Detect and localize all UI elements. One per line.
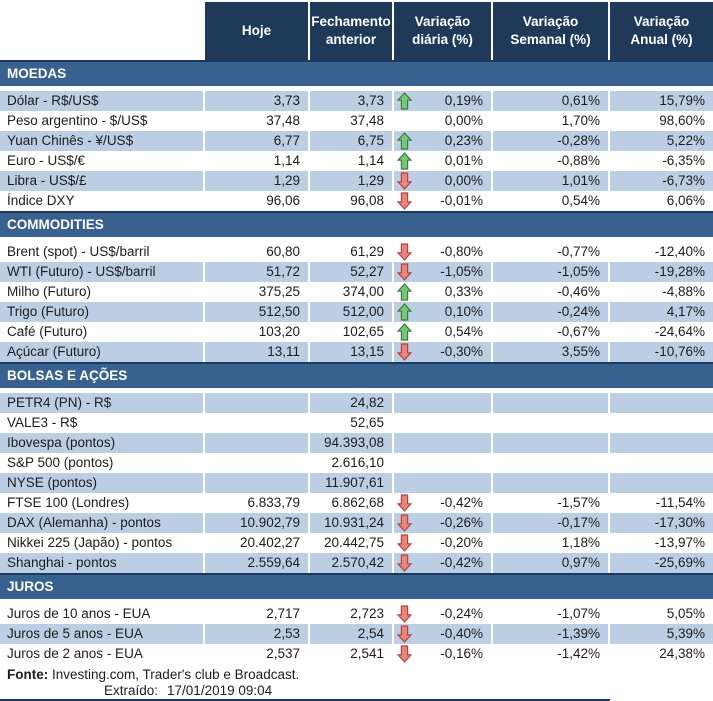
cell-variacao-anual <box>610 433 713 453</box>
table-row <box>0 322 713 342</box>
cell-fechamento: 2,723 <box>310 604 394 624</box>
cell-fechamento: 11.907,61 <box>310 473 394 493</box>
cell-variacao-semanal: -1,57% <box>493 493 610 513</box>
cell-fechamento: 10.931,24 <box>310 513 394 533</box>
cell-variacao-diaria: 0,19% <box>394 91 493 111</box>
cell-variacao-anual <box>610 473 713 493</box>
arrow-up-icon <box>397 92 412 110</box>
cell-fechamento: 37,48 <box>310 111 394 131</box>
table-row <box>0 624 713 644</box>
cell-variacao-anual: -11,54% <box>655 495 705 510</box>
cell-variacao-anual: -4,88% <box>662 284 705 299</box>
arrow-up-icon <box>397 283 412 301</box>
cell-label: Peso argentino - $/US$ <box>0 111 205 131</box>
cell-fechamento: 2,54 <box>310 624 394 644</box>
cell-variacao-anual <box>610 413 713 433</box>
cell-hoje <box>205 393 310 413</box>
cell-variacao-diaria: -0,20% <box>394 533 493 553</box>
arrow-down-icon <box>397 605 412 623</box>
cell-fechamento: 2,541 <box>310 644 394 664</box>
table-row <box>0 453 713 473</box>
cell-variacao-diaria <box>394 453 493 473</box>
cell-fechamento: 6.862,68 <box>310 493 394 513</box>
cell-label: VALE3 - R$ <box>0 413 205 433</box>
cell-variacao-anual: 24,38% <box>659 646 705 661</box>
arrow-down-icon <box>397 625 412 643</box>
cell-hoje: 37,48 <box>205 111 310 131</box>
arrow-down-icon <box>397 243 412 261</box>
table-row <box>0 393 713 413</box>
cell-fechamento: 52,27 <box>310 262 394 282</box>
cell-hoje: 2,717 <box>205 604 310 624</box>
cell-variacao-diaria: 0,10% <box>394 302 493 322</box>
cell-variacao-anual: 15,79% <box>610 91 713 111</box>
cell-variacao-anual: -19,28% <box>610 262 713 282</box>
cell-hoje: 96,06 <box>205 191 310 211</box>
cell-variacao-semanal <box>493 413 610 433</box>
cell-label: NYSE (pontos) <box>0 473 205 493</box>
cell-variacao-anual: -6,35% <box>662 153 705 168</box>
cell-variacao-diaria: -0,42% <box>394 493 493 513</box>
cell-variacao-diaria: -0,16% <box>394 644 493 664</box>
cell-label: Nikkei 225 (Japão) - pontos <box>0 533 205 553</box>
table-row <box>0 151 713 171</box>
table-row <box>0 604 713 624</box>
table-row <box>0 493 713 513</box>
cell-label: Libra - US$/£ <box>0 171 205 191</box>
cell-label: Juros de 10 anos - EUA <box>0 604 205 624</box>
cell-variacao-semanal: -0,17% <box>493 513 610 533</box>
cell-hoje: 375,25 <box>205 282 310 302</box>
col-header-hoje: Hoje <box>205 2 310 60</box>
footer-source-label: Fonte: <box>7 667 49 682</box>
cell-variacao-diaria: 0,54% <box>394 322 493 342</box>
arrow-down-icon <box>397 192 412 210</box>
cell-variacao-semanal <box>493 433 610 453</box>
cell-variacao-semanal: 1,70% <box>493 111 610 131</box>
section-title: COMMODITIES <box>7 217 104 232</box>
cell-variacao-semanal: -1,07% <box>493 604 610 624</box>
cell-variacao-diaria: -1,05% <box>394 262 493 282</box>
section-header <box>0 60 713 86</box>
cell-variacao-anual: 5,39% <box>610 624 713 644</box>
cell-variacao-anual <box>610 393 713 413</box>
cell-label: Milho (Futuro) <box>0 282 205 302</box>
cell-variacao-semanal: -0,28% <box>493 131 610 151</box>
footer-extracted-label: Extraído: <box>104 683 159 698</box>
section <box>0 211 713 237</box>
arrow-down-icon <box>397 343 412 361</box>
cell-variacao-semanal <box>493 453 610 473</box>
table-row <box>0 131 713 151</box>
header-spacer <box>0 2 205 60</box>
arrow-up-icon <box>397 323 412 341</box>
cell-variacao-anual: -24,64% <box>654 324 705 339</box>
col-header-variacao-semanal: Variação Semanal (%) <box>493 2 610 60</box>
section-title: JUROS <box>7 579 54 594</box>
table-row <box>0 262 713 282</box>
cell-fechamento: 96,08 <box>310 191 394 211</box>
cell-variacao-anual: -13,97% <box>654 535 705 550</box>
section-header <box>0 211 713 237</box>
cell-hoje <box>205 453 310 473</box>
footer-source-text: Investing.com, Trader's club e Broadcast. <box>52 667 300 682</box>
cell-fechamento: 374,00 <box>310 282 394 302</box>
cell-label: Açúcar (Futuro) <box>0 342 205 362</box>
cell-variacao-semanal <box>493 473 610 493</box>
cell-label: PETR4 (PN) - R$ <box>0 393 205 413</box>
cell-label: DAX (Alemanha) - pontos <box>0 513 205 533</box>
arrow-down-icon <box>397 554 412 572</box>
cell-label: Trigo (Futuro) <box>0 302 205 322</box>
arrow-down-icon <box>397 263 412 281</box>
table-row <box>0 282 713 302</box>
cell-hoje: 20.402,27 <box>205 533 310 553</box>
table-row <box>0 191 713 211</box>
cell-label: Juros de 2 anos - EUA <box>0 644 205 664</box>
cell-fechamento: 2.570,42 <box>310 553 394 573</box>
cell-hoje <box>205 433 310 453</box>
cell-variacao-semanal: -0,67% <box>493 322 610 342</box>
cell-variacao-anual: -25,69% <box>610 553 713 573</box>
cell-variacao-anual: 98,60% <box>659 113 705 128</box>
cell-variacao-anual: -6,73% <box>610 171 713 191</box>
section-title: MOEDAS <box>7 66 67 81</box>
cell-label: Ibovespa (pontos) <box>0 433 205 453</box>
arrow-down-icon <box>397 172 412 190</box>
cell-variacao-anual: 4,17% <box>610 302 713 322</box>
cell-fechamento: 3,73 <box>310 91 394 111</box>
cell-label: Juros de 5 anos - EUA <box>0 624 205 644</box>
cell-label: Brent (spot) - US$/barril <box>0 242 205 262</box>
cell-variacao-semanal: -1,05% <box>493 262 610 282</box>
cell-variacao-diaria: 0,01% <box>394 151 493 171</box>
cell-variacao-anual: -10,76% <box>610 342 713 362</box>
table-body <box>0 60 713 664</box>
cell-fechamento: 6,75 <box>310 131 394 151</box>
cell-variacao-semanal: -0,46% <box>493 282 610 302</box>
footer-source <box>0 667 713 683</box>
cell-hoje: 103,20 <box>205 322 310 342</box>
table-row <box>0 242 713 262</box>
arrow-down-icon <box>397 534 412 552</box>
cell-variacao-semanal: 0,61% <box>493 91 610 111</box>
cell-hoje: 2.559,64 <box>205 553 310 573</box>
table-row <box>0 302 713 322</box>
cell-variacao-anual <box>610 453 713 473</box>
cell-variacao-semanal: -0,77% <box>493 242 610 262</box>
cell-variacao-semanal: -0,24% <box>493 302 610 322</box>
table-footer <box>0 667 713 699</box>
cell-variacao-anual: -17,30% <box>610 513 713 533</box>
cell-label: S&P 500 (pontos) <box>0 453 205 473</box>
table-row <box>0 111 713 131</box>
cell-label: WTI (Futuro) - US$/barril <box>0 262 205 282</box>
cell-hoje: 3,73 <box>205 91 310 111</box>
section <box>0 60 713 86</box>
cell-variacao-semanal: 1,01% <box>493 171 610 191</box>
cell-label: Euro - US$/€ <box>0 151 205 171</box>
arrow-down-icon <box>397 645 412 663</box>
cell-variacao-diaria: 0,33% <box>394 282 493 302</box>
col-header-fechamento: Fechamento anterior <box>310 2 394 60</box>
cell-label: Dólar - R$/US$ <box>0 91 205 111</box>
cell-fechamento: 61,29 <box>310 242 394 262</box>
section-header <box>0 362 713 388</box>
section-header <box>0 573 713 599</box>
cell-fechamento: 1,29 <box>310 171 394 191</box>
cell-variacao-diaria <box>394 473 493 493</box>
cell-variacao-diaria: 0,23% <box>394 131 493 151</box>
arrow-down-icon <box>397 514 412 532</box>
cell-variacao-semanal: 1,18% <box>493 533 610 553</box>
cell-hoje: 1,14 <box>205 151 310 171</box>
cell-label: Café (Futuro) <box>0 322 205 342</box>
cell-fechamento: 512,00 <box>310 302 394 322</box>
cell-variacao-semanal <box>493 393 610 413</box>
cell-fechamento: 24,82 <box>310 393 394 413</box>
cell-variacao-semanal: -1,39% <box>493 624 610 644</box>
cell-variacao-semanal: 0,54% <box>493 191 610 211</box>
cell-variacao-anual: 5,05% <box>666 606 705 621</box>
section <box>0 573 713 599</box>
cell-variacao-diaria: -0,24% <box>394 604 493 624</box>
table-row <box>0 644 713 664</box>
table-row <box>0 553 713 573</box>
cell-variacao-anual: 6,06% <box>666 193 705 208</box>
table-header <box>0 2 713 60</box>
table-row <box>0 513 713 533</box>
cell-variacao-semanal: 3,55% <box>493 342 610 362</box>
cell-variacao-semanal: 0,97% <box>493 553 610 573</box>
cell-variacao-diaria: -0,80% <box>394 242 493 262</box>
cell-label: Shanghai - pontos <box>0 553 205 573</box>
cell-variacao-diaria <box>394 393 493 413</box>
cell-hoje: 13,11 <box>205 342 310 362</box>
cell-hoje: 6,77 <box>205 131 310 151</box>
cell-variacao-diaria <box>394 433 493 453</box>
cell-label: Yuan Chinês - ¥/US$ <box>0 131 205 151</box>
col-header-variacao-anual: Variação Anual (%) <box>610 2 713 60</box>
cell-fechamento: 2.616,10 <box>310 453 394 473</box>
cell-hoje: 60,80 <box>205 242 310 262</box>
cell-variacao-diaria: -0,30% <box>394 342 493 362</box>
cell-hoje: 2,537 <box>205 644 310 664</box>
cell-fechamento: 102,65 <box>310 322 394 342</box>
section <box>0 362 713 388</box>
cell-variacao-diaria <box>394 413 493 433</box>
cell-variacao-diaria: -0,01% <box>394 191 493 211</box>
cell-fechamento: 1,14 <box>310 151 394 171</box>
cell-variacao-diaria: -0,40% <box>394 624 493 644</box>
cell-variacao-diaria: 0,00% <box>394 171 493 191</box>
section-title: BOLSAS E AÇÕES <box>7 368 128 383</box>
cell-fechamento: 52,65 <box>310 413 394 433</box>
table-row <box>0 342 713 362</box>
cell-hoje: 10.902,79 <box>205 513 310 533</box>
cell-fechamento: 13,15 <box>310 342 394 362</box>
cell-fechamento: 94.393,08 <box>310 433 394 453</box>
table-row <box>0 171 713 191</box>
arrow-up-icon <box>397 132 412 150</box>
cell-hoje <box>205 473 310 493</box>
cell-hoje: 1,29 <box>205 171 310 191</box>
cell-variacao-anual: -12,40% <box>654 244 705 259</box>
arrow-up-icon <box>397 152 412 170</box>
table-row <box>0 91 713 111</box>
cell-label: FTSE 100 (Londres) <box>0 493 205 513</box>
col-header-variacao-diaria: Variação diária (%) <box>394 2 493 60</box>
cell-variacao-diaria: -0,42% <box>394 553 493 573</box>
arrow-down-icon <box>397 494 412 512</box>
cell-variacao-diaria: -0,26% <box>394 513 493 533</box>
cell-hoje <box>205 413 310 433</box>
cell-hoje: 51,72 <box>205 262 310 282</box>
table-row <box>0 433 713 453</box>
cell-variacao-semanal: -1,42% <box>493 644 610 664</box>
cell-variacao-anual: 5,22% <box>610 131 713 151</box>
cell-variacao-diaria: 0,00% <box>394 111 493 131</box>
table-row <box>0 473 713 493</box>
cell-fechamento: 20.442,75 <box>310 533 394 553</box>
cell-hoje: 512,50 <box>205 302 310 322</box>
table-row <box>0 533 713 553</box>
footer-extracted <box>0 683 713 699</box>
cell-label: Índice DXY <box>0 191 205 211</box>
table-row <box>0 413 713 433</box>
cell-hoje: 6.833,79 <box>205 493 310 513</box>
cell-variacao-semanal: -0,88% <box>493 151 610 171</box>
footer-extracted-value: 17/01/2019 09:04 <box>167 683 273 698</box>
cell-hoje: 2,53 <box>205 624 310 644</box>
arrow-up-icon <box>397 303 412 321</box>
